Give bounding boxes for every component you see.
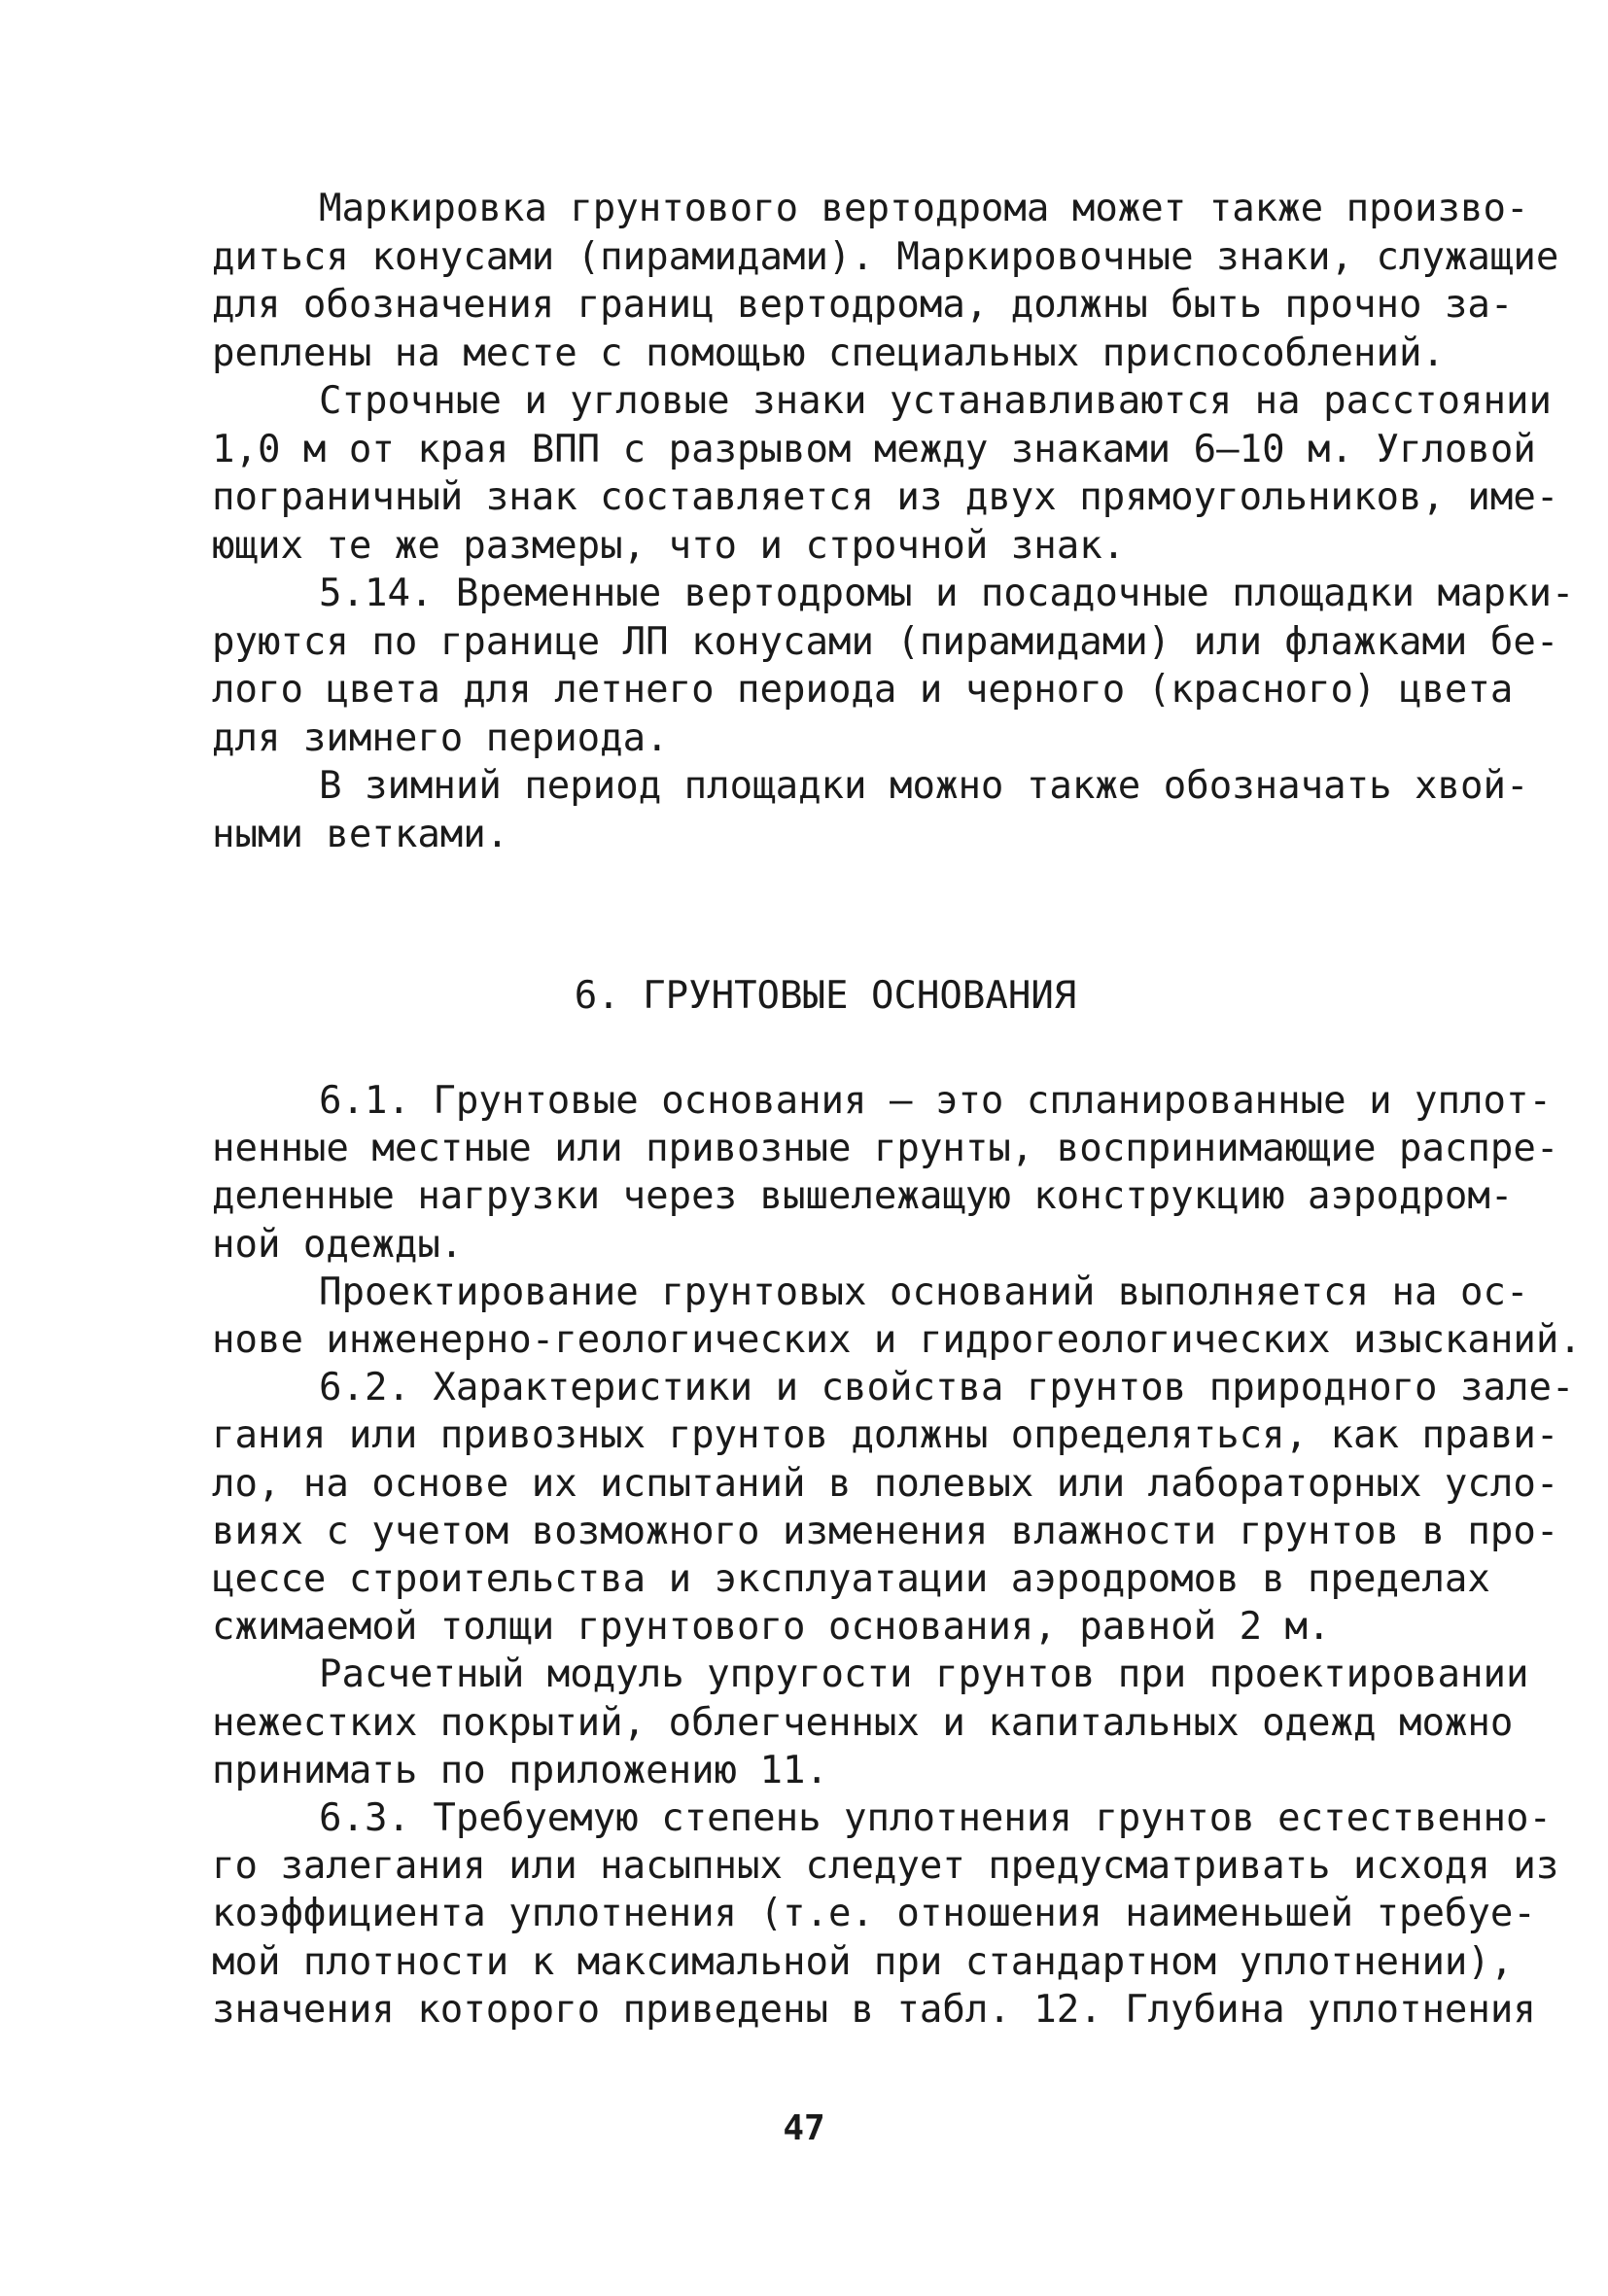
- text-line: В зимний период площадки можно также обозначать хвой-: [319, 764, 1529, 808]
- section-heading: 6. ГРУНТОВЫЕ ОСНОВАНИЯ: [574, 974, 1077, 1018]
- text-line: Проектирование грунтовых оснований выполняется на ос-: [319, 1270, 1529, 1314]
- page-number: 47: [783, 2108, 825, 2148]
- text-line: сжимаемой толщи грунтового основания, равной 2 м.: [212, 1605, 1331, 1650]
- text-line: ными ветками.: [212, 812, 509, 856]
- text-block-top: [212, 185, 1575, 885]
- text-line: 6.2. Характеристики и свойства грунтов природного зале-: [319, 1366, 1575, 1410]
- text-line: деленные нагрузки через вышележащую конструкцию аэродром-: [212, 1174, 1514, 1219]
- section-heading-wrap: [212, 972, 1439, 1030]
- text-line: 6.1. Грунтовые основания – это спланированные и уплот-: [319, 1079, 1552, 1123]
- text-line: для зимнего периода.: [212, 715, 669, 760]
- text-line: цессе строительства и эксплуатации аэродромов в пределах: [212, 1557, 1490, 1601]
- text-line: 1,0 м от края ВПП с разрывом между знаками 6–10 м. Угловой: [212, 427, 1536, 471]
- text-line: 6.3. Требуемую степень уплотнения грунтов естественно-: [319, 1796, 1552, 1840]
- text-line: мой плотности к максимальной при стандартном уплотнении),: [212, 1939, 1514, 1984]
- text-line: ющих те же размеры, что и строчной знак.: [212, 523, 1126, 568]
- text-block-bottom: [212, 1077, 1582, 2078]
- text-line: виях с учетом возможного изменения влажности грунтов в про-: [212, 1509, 1559, 1553]
- text-line: Маркировка грунтового вертодрома может также произво-: [319, 187, 1529, 230]
- text-line: гания или привозных грунтов должны определяться, как прави-: [212, 1413, 1559, 1458]
- text-line: го залегания или насыпных следует предусматривать исходя из: [212, 1844, 1559, 1889]
- text-line: реплены на месте с помощью специальных приспособлений.: [212, 330, 1445, 375]
- text-line: Расчетный модуль упругости грунтов при проектировании: [319, 1652, 1529, 1697]
- text-line: 5.14. Временные вертодромы и посадочные площадки марки-: [319, 572, 1575, 615]
- text-line: нове инженерно-геологических и гидрогеологических изысканий.: [212, 1318, 1582, 1362]
- text-line: ненные местные или привозные грунты, воспринимающие распре-: [212, 1127, 1559, 1171]
- text-line: значения которого приведены в табл. 12. Глубина уплотнения: [212, 1987, 1536, 2032]
- text-line: Строчные и угловые знаки устанавливаются на расстоянии: [319, 379, 1552, 423]
- text-line: коэффициента уплотнения (т.е. отношения наименьшей требуе-: [212, 1892, 1536, 1936]
- text-line: лого цвета для летнего периода и черного (красного) цвета: [212, 668, 1514, 712]
- text-line: диться конусами (пирамидами). Маркировочные знаки, служащие: [212, 234, 1559, 279]
- text-line: ной одежды.: [212, 1222, 464, 1267]
- text-line: ло, на основе их испытаний в полевых или лабораторных усло-: [212, 1461, 1559, 1506]
- text-line: принимать по приложению 11.: [212, 1748, 828, 1792]
- text-line: руются по границе ЛП конусами (пирамидами) или флажками бе-: [212, 619, 1559, 664]
- text-line: пограничный знак составляется из двух прямоугольников, име-: [212, 475, 1559, 519]
- text-line: для обозначения границ вертодрома, должны быть прочно за-: [212, 283, 1514, 327]
- text-line: нежестких покрытий, облегченных и капитальных одежд можно: [212, 1700, 1514, 1745]
